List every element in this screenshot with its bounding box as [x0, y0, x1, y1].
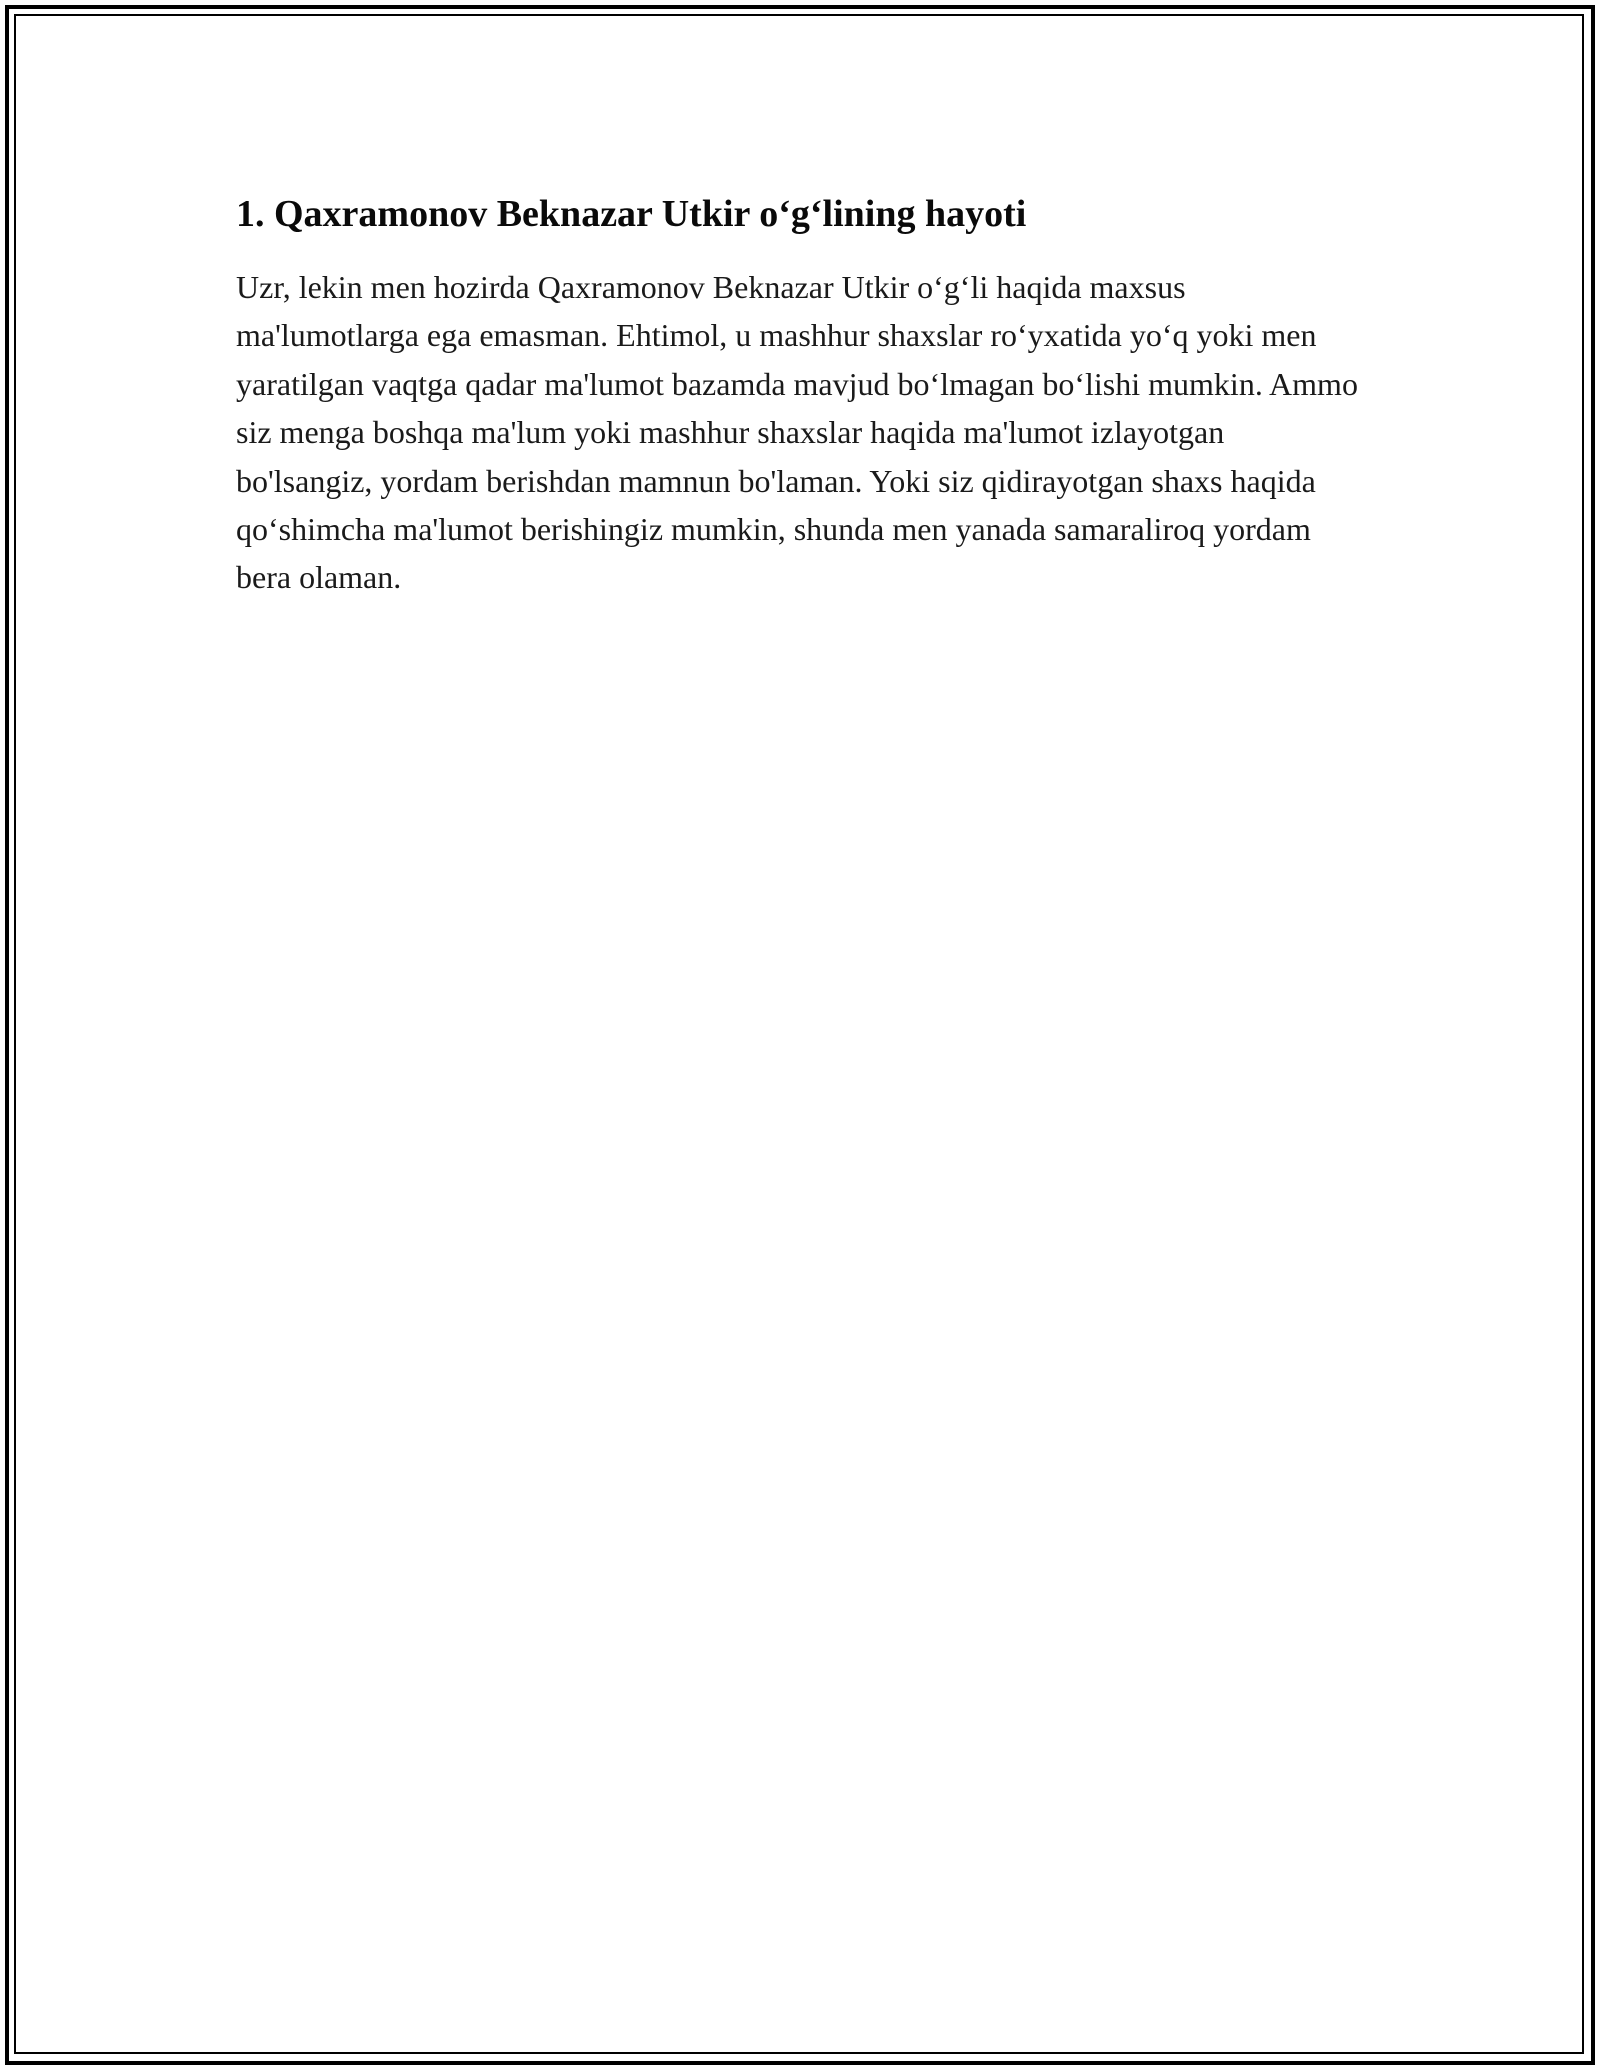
- section-heading: 1. Qaxramonov Beknazar Utkir o‘g‘lining hayoti: [236, 193, 1027, 235]
- document-content: [236, 186, 1366, 602]
- body-paragraph: Uzr, lekin men hozirda Qaxramonov Beknazar Utkir o‘g‘li haqida maxsus ma'lumotlarga ega emasman. Ehtimol, u mashhur shaxslar ro‘yxatida yo‘q yoki men yaratilgan vaqtga qadar ma'lumot bazamda mavjud bo‘lmagan bo‘lishi mumkin. Ammo siz menga boshqa ma'lum yoki mashhur shaxslar haqida ma'lumot izlayotgan bo'lsangiz, yordam berishdan mamnun bo'laman. Yoki siz qidirayotgan shaxs haqida qo‘shimcha ma'lumot berishingiz mumkin, shunda men yanada samaraliroq yordam bera olaman.: [236, 269, 1358, 596]
